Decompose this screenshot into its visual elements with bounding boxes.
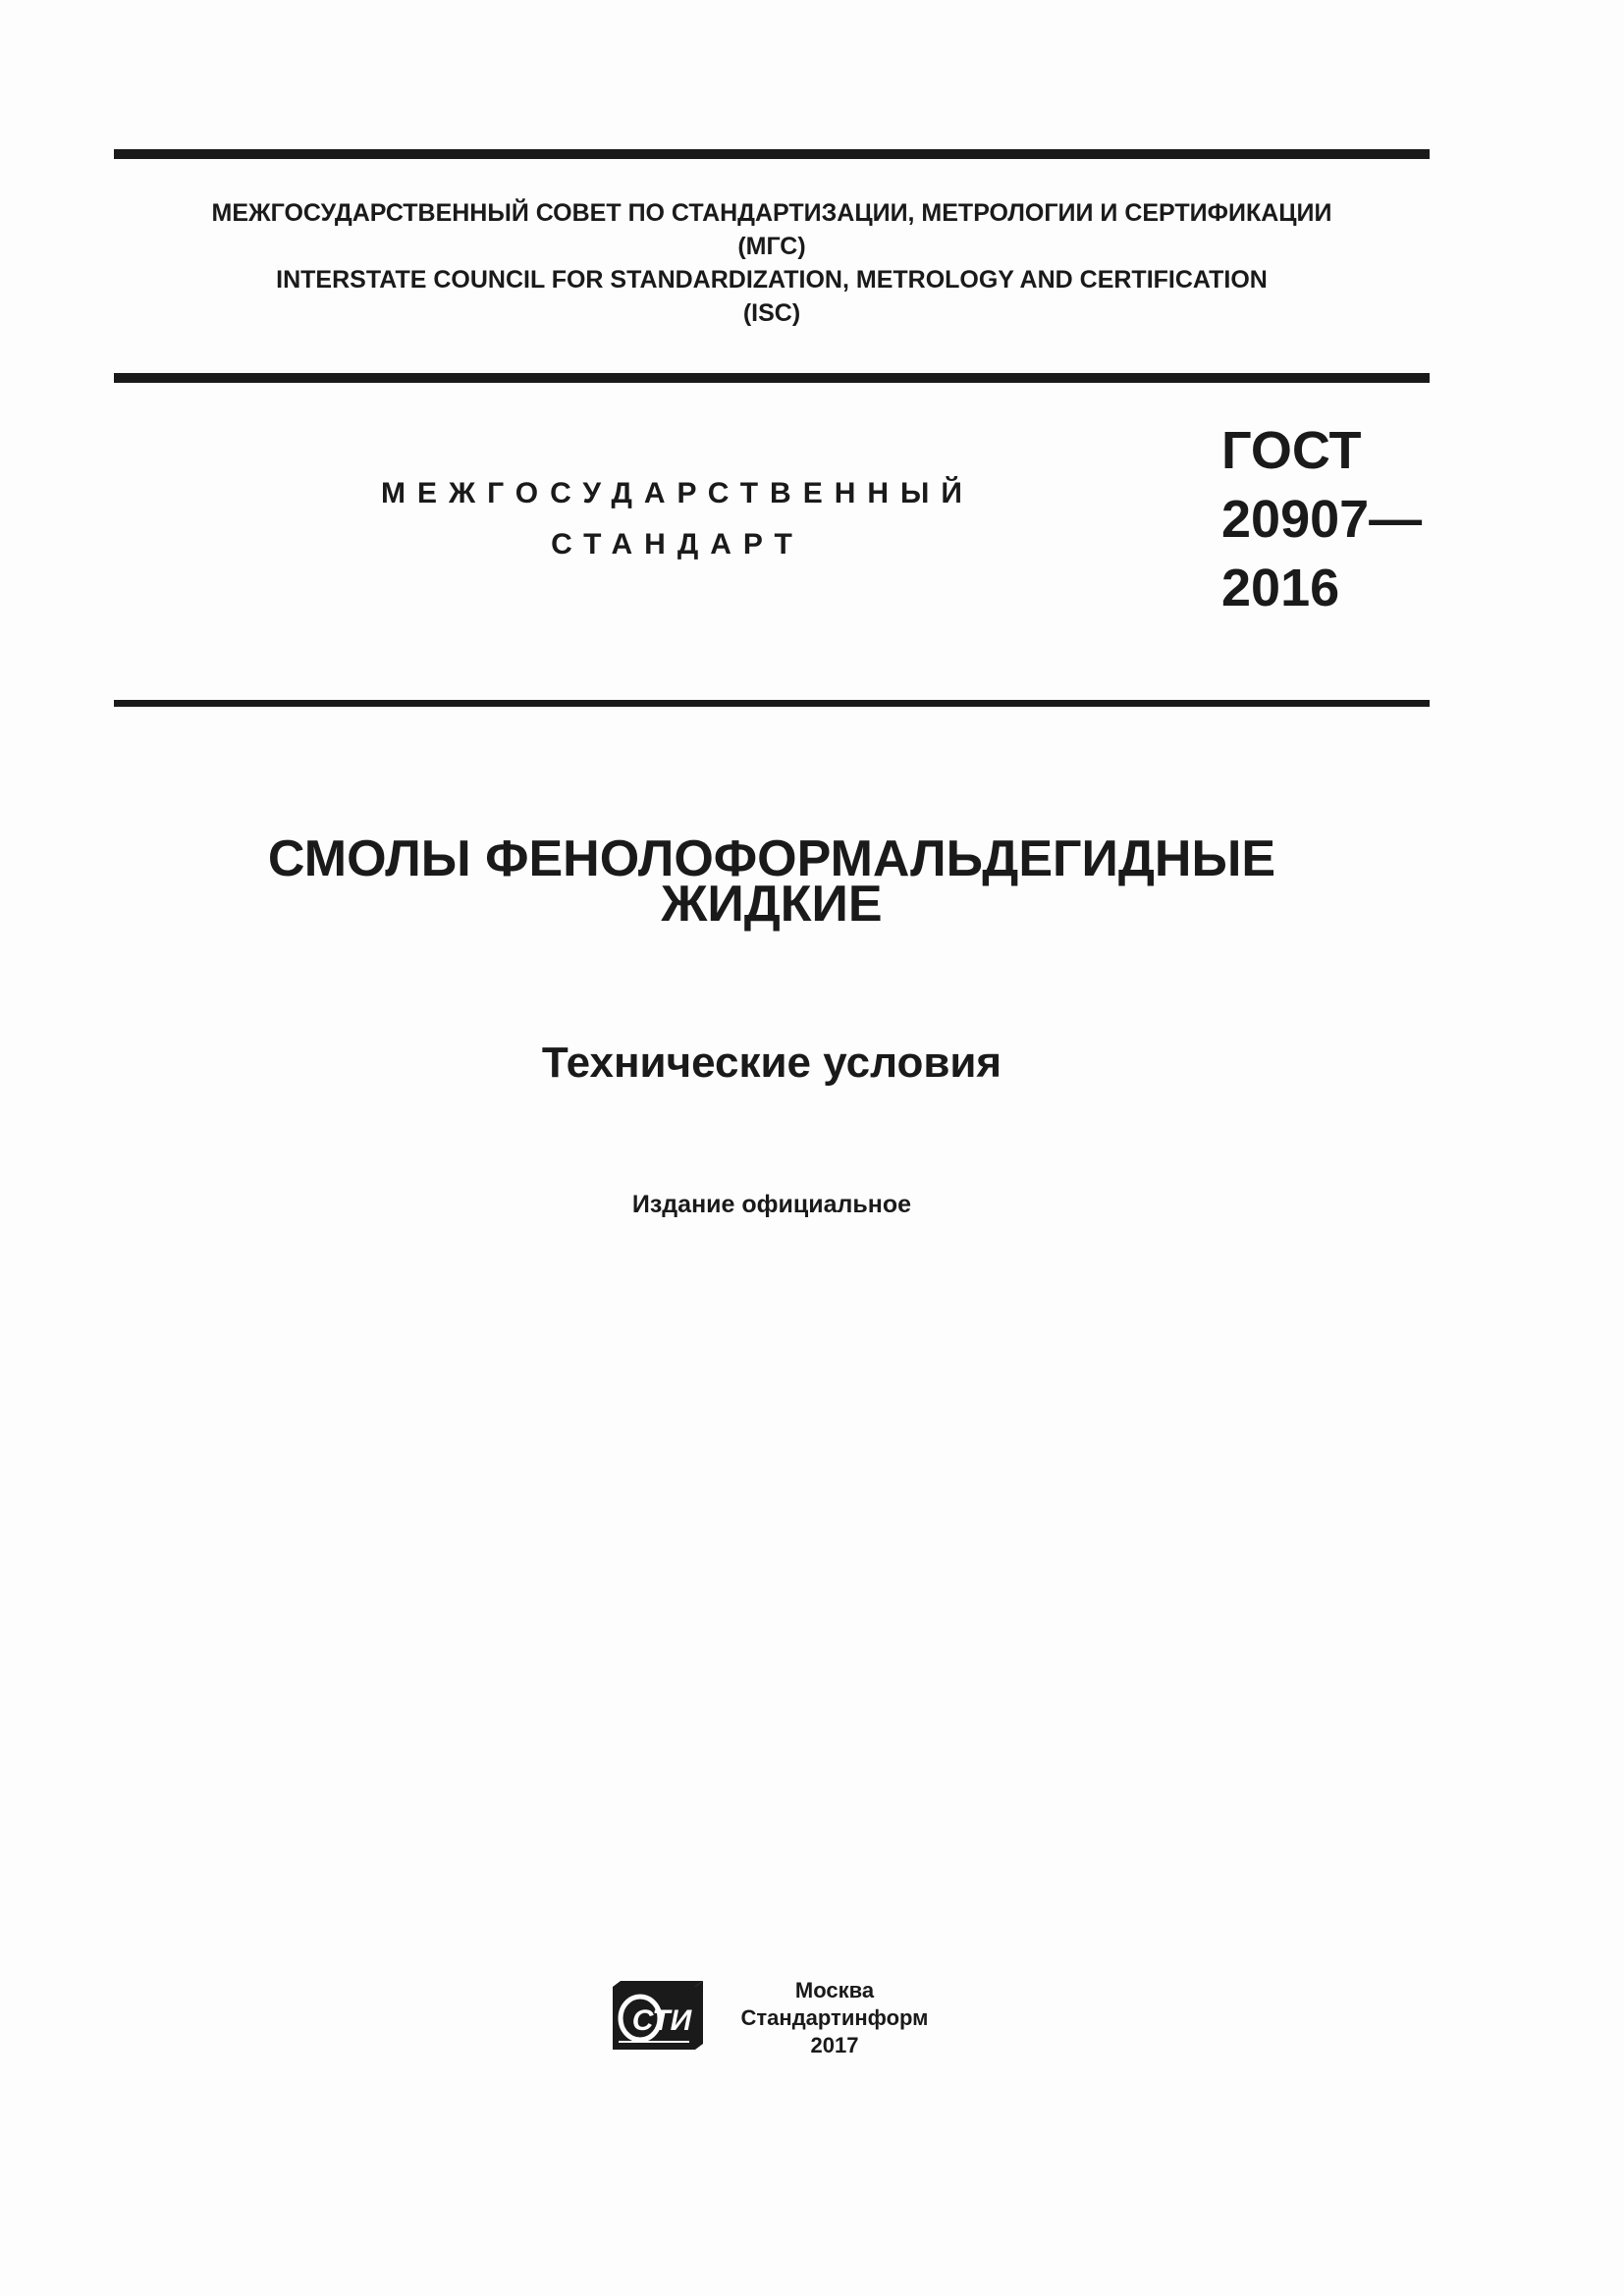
designation-divider (114, 700, 1430, 707)
council-name-en: INTERSTATE COUNCIL FOR STANDARDIZATION, METROLOGY AND CERTIFICATION (276, 266, 1268, 294)
title-line1: СМОЛЫ ФЕНОЛОФОРМАЛЬДЕГИДНЫЕ (267, 830, 1276, 887)
council-abbr-ru: (МГС) (737, 233, 806, 260)
standard-kind-line1: МЕЖГОСУДАРСТВЕННЫЙ (381, 477, 974, 509)
header-divider (114, 373, 1430, 383)
standard-kind-line2: СТАНДАРТ (551, 528, 804, 561)
designation-number: 20907— (1221, 490, 1423, 549)
top-divider (114, 149, 1430, 159)
standartinform-logo-icon (611, 1979, 705, 2054)
designation-prefix: ГОСТ (1221, 421, 1362, 480)
document-title (114, 830, 1430, 933)
imprint (727, 1977, 943, 2059)
council-abbr-en: (ISC) (742, 299, 801, 327)
imprint-year: 2017 (810, 2033, 859, 2057)
standard-designation (1221, 416, 1422, 622)
title-line2: ЖИДКИЕ (661, 876, 883, 933)
imprint-city: Москва (794, 1978, 875, 2002)
council-header (114, 196, 1430, 330)
imprint-publisher: Стандартинформ (740, 2005, 929, 2030)
council-name-ru: МЕЖГОСУДАРСТВЕННЫЙ СОВЕТ ПО СТАНДАРТИЗАЦИИ, МЕТРОЛОГИИ И СЕРТИФИКАЦИИ (211, 199, 1332, 227)
standard-kind (295, 468, 1060, 570)
designation-year: 2016 (1221, 559, 1340, 617)
logo-text: СТИ (631, 2004, 692, 2037)
document-subtitle: Технические условия (541, 1039, 1002, 1087)
edition-label: Издание официальное (631, 1191, 912, 1218)
